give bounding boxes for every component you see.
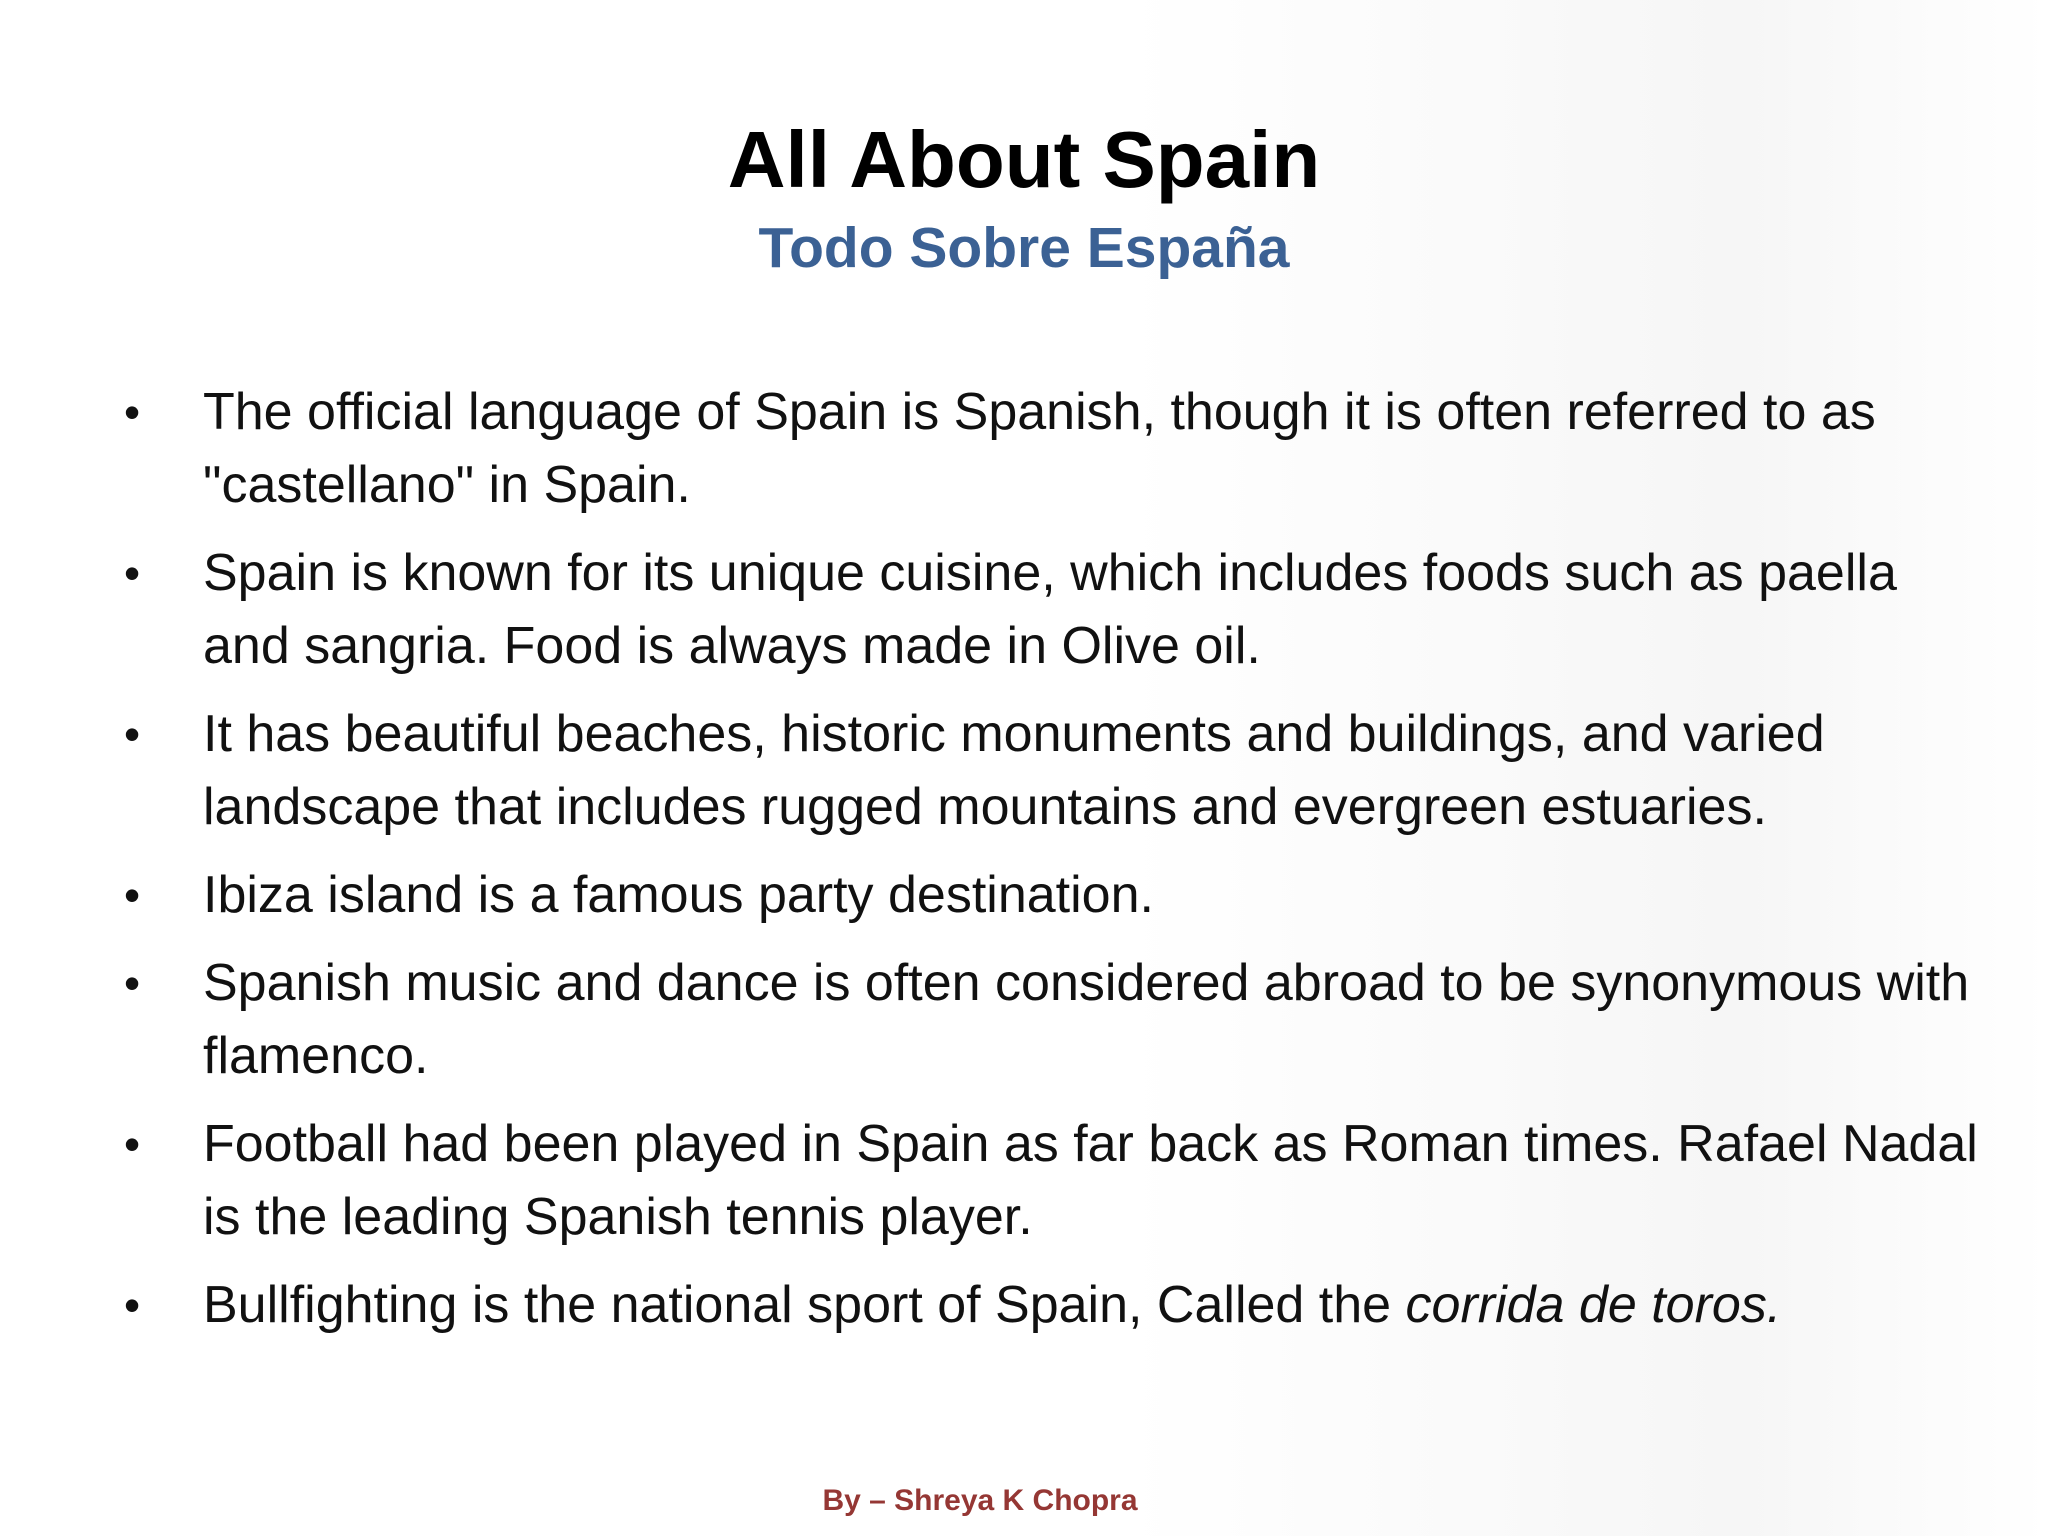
bullet-icon: • [124,1279,141,1331]
bullet-text-italic: corrida de toros. [1405,1276,1782,1334]
slide-subtitle: Todo Sobre España [758,216,1290,280]
bullet-icon: • [124,869,141,921]
bullet-icon: • [124,708,141,760]
bullet-item-ibiza [0,859,2048,932]
bullet-text: Spain is known for its unique cuisine, which includes foods such as paella and sangria. Food is always made in Olive oil. [203,544,1897,675]
bullet-icon: • [124,1118,141,1170]
bullet-text: It has beautiful beaches, historic monuments and buildings, and varied landscape that includes rugged mountains and evergreen estuaries. [203,705,1825,836]
bullet-item-language [0,376,2048,522]
bullet-icon: • [124,957,141,1009]
bullet-list [0,376,2048,1357]
bullet-icon: • [124,547,141,599]
bullet-text: Bullfighting is the national sport of Spain, Called the [203,1276,1406,1334]
slide-title: All About Spain [727,115,1321,204]
bullet-item-bullfighting [0,1269,2048,1342]
bullet-text: Ibiza island is a famous party destination. [203,866,1154,924]
bullet-text: Football had been played in Spain as far back as Roman times. Rafael Nadal is the leading Spanish tennis player. [203,1115,1978,1246]
bullet-icon: • [124,386,141,438]
author-credit: By – Shreya K Chopra [822,1484,1138,1517]
bullet-item-football [0,1108,2048,1254]
bullet-text: The official language of Spain is Spanish, though it is often referred to as "castellano" in Spain. [203,383,1876,514]
bullet-item-music [0,947,2048,1093]
bullet-text: Spanish music and dance is often considered abroad to be synonymous with flamenco. [203,954,1970,1085]
bullet-item-landscape [0,698,2048,844]
bullet-item-cuisine [0,537,2048,683]
